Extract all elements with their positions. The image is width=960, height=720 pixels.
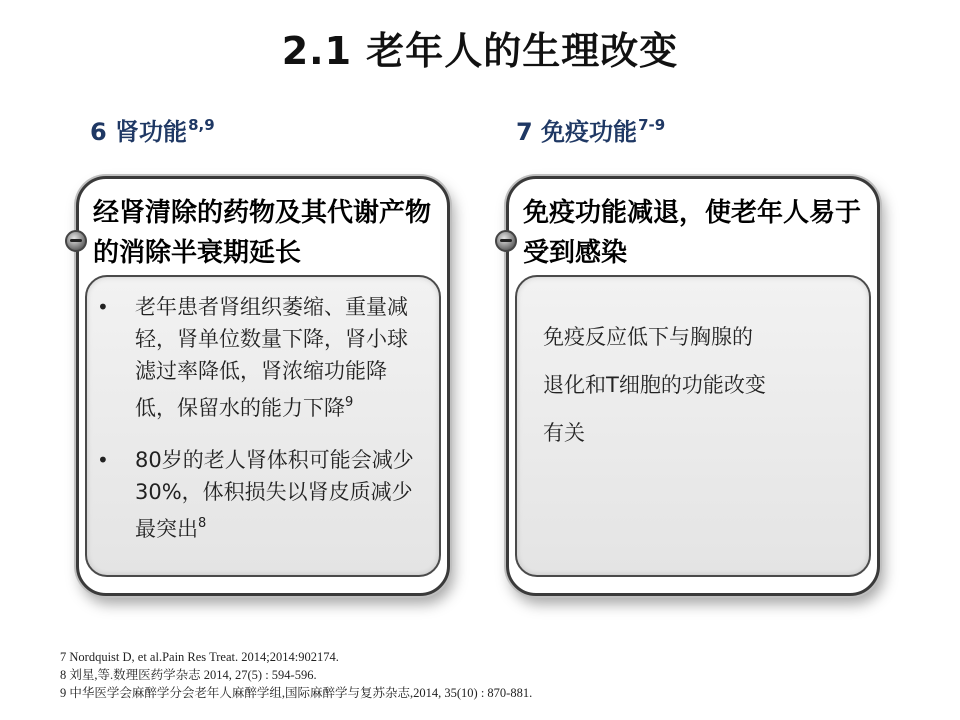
reference-item: 8 刘星,等.数理医药学杂志 2014, 27(5) : 594-596.	[60, 668, 317, 682]
kidney-detail-box	[85, 275, 441, 577]
knob-icon	[495, 230, 517, 252]
section-heading-kidney-text: 6 肾功能	[90, 118, 188, 146]
body-line: 有关	[543, 421, 585, 445]
body-line: 退化和T细胞的功能改变	[543, 373, 766, 397]
bullet-icon: •	[97, 295, 109, 319]
section-heading-kidney	[90, 112, 215, 147]
reference-item: 9 中华医学会麻醉学分会老年人麻醉学组,国际麻醉学与复苏杂志,2014, 35(10) : 870-881.	[60, 686, 533, 700]
section-heading-kidney-ref: 8,9	[188, 116, 215, 134]
reference-item: 7 Nordquist D, et al.Pain Res Treat. 2014;2014:902174.	[60, 650, 339, 664]
kidney-card	[76, 176, 450, 596]
references	[60, 648, 532, 702]
bullet-text: 老年患者肾组织萎缩、重量减轻，肾单位数量下降，肾小球滤过率降低，肾浓缩功能降低，保留水的能力下降	[135, 295, 408, 420]
bullet-ref: 9	[345, 395, 354, 410]
bullet-icon: •	[97, 448, 109, 472]
list-item	[97, 444, 427, 545]
immune-card	[506, 176, 880, 596]
knob-icon	[65, 230, 87, 252]
kidney-bullet-list	[97, 291, 427, 565]
body-line: 免疫反应低下与胸腺的	[543, 325, 753, 349]
section-heading-immune-text: 7 免疫功能	[516, 118, 638, 146]
bullet-ref: 8	[198, 516, 207, 531]
bullet-text: 80岁的老人肾体积可能会减少30%，体积损失以肾皮质减少最突出	[135, 448, 414, 541]
section-heading-immune	[516, 112, 665, 147]
immune-detail-box	[515, 275, 871, 577]
immune-card-headline: 免疫功能减退，使老年人易于受到感染	[523, 198, 862, 268]
section-heading-immune-ref: 7-9	[638, 116, 666, 134]
list-item	[97, 291, 427, 424]
slide-title: 2.1 老年人的生理改变	[281, 29, 679, 73]
immune-body-text	[543, 313, 843, 457]
kidney-card-headline: 经肾清除的药物及其代谢产物的消除半衰期延长	[93, 198, 432, 268]
